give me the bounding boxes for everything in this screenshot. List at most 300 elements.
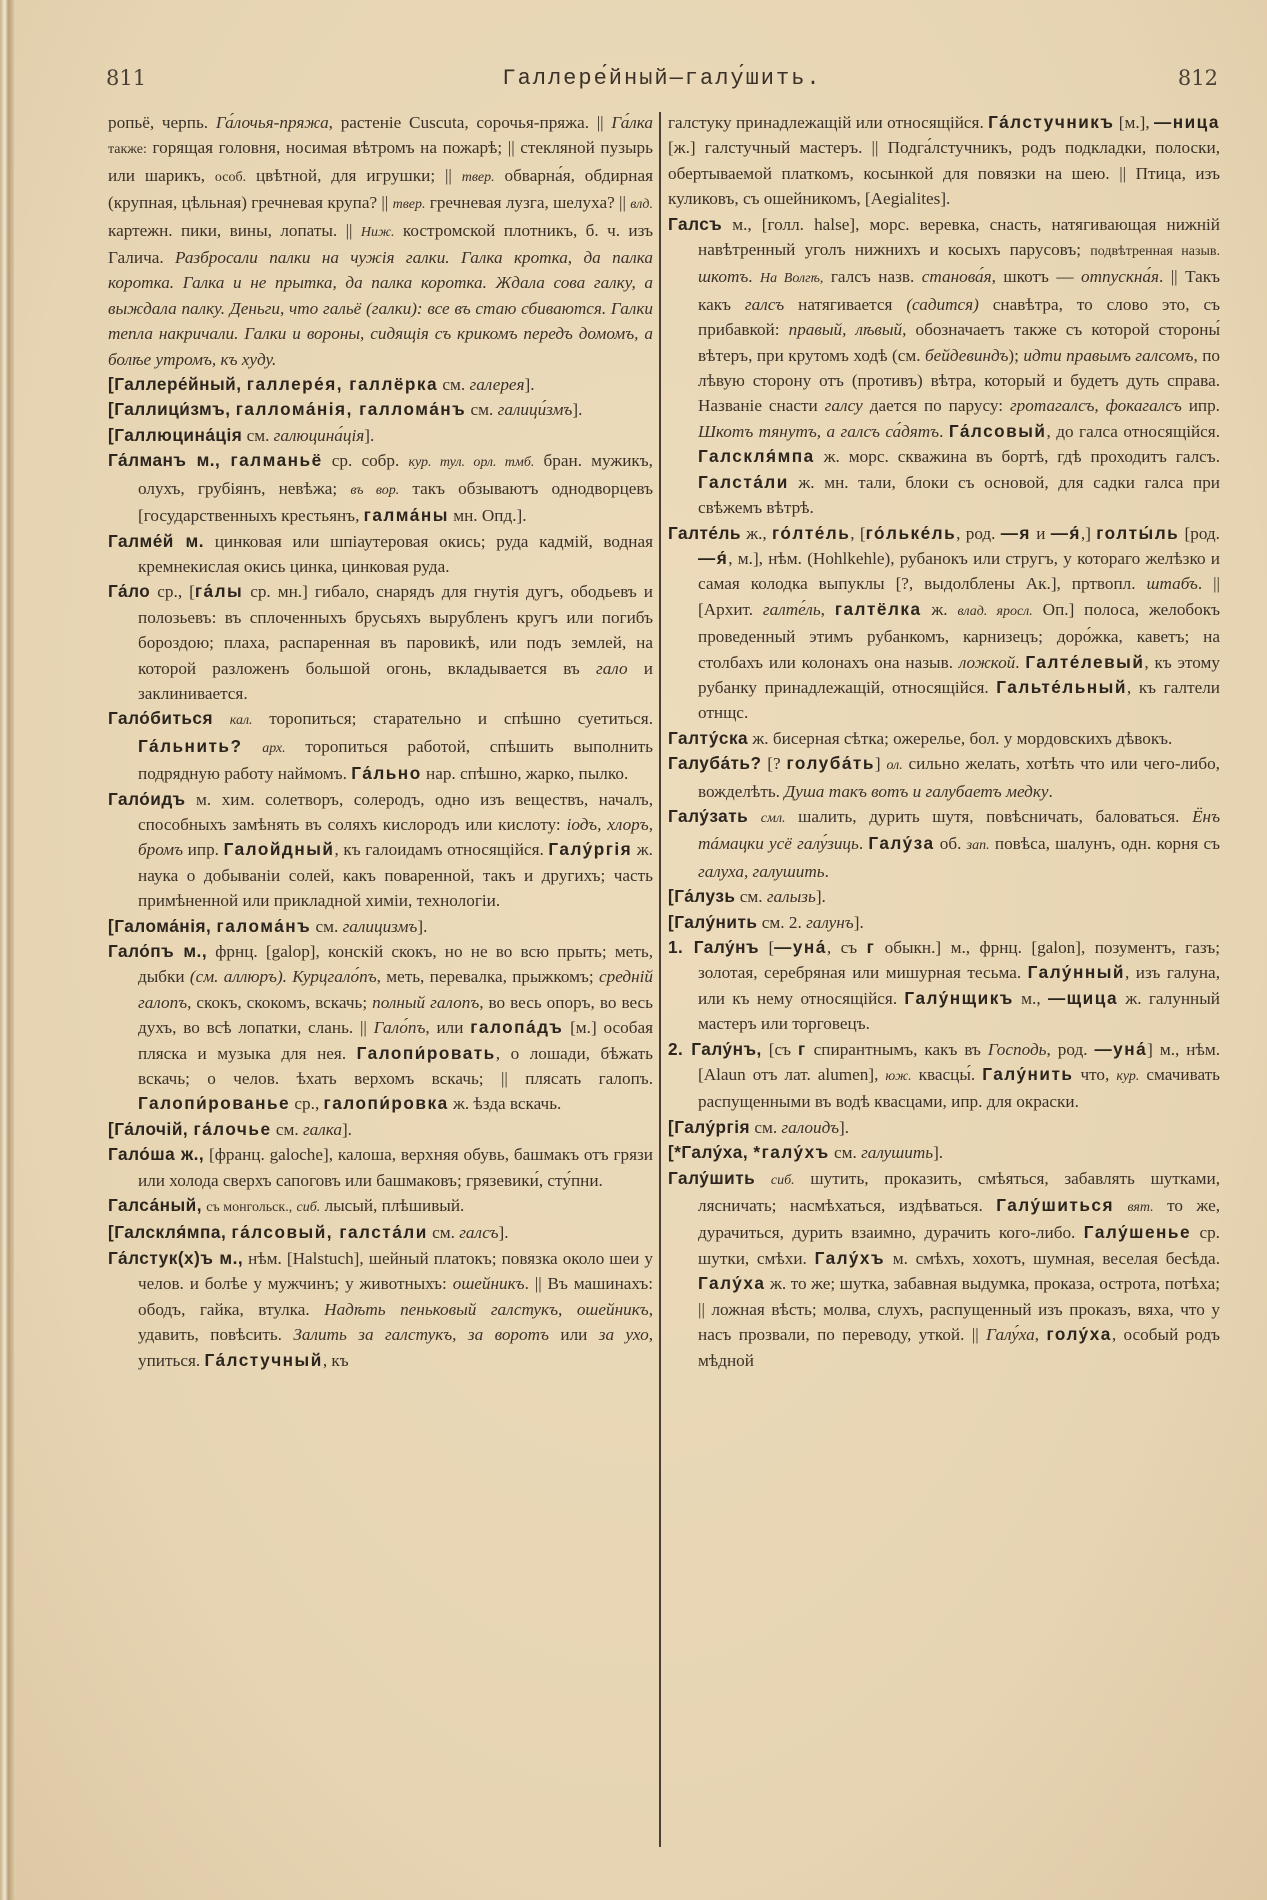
dictionary-entry	[108, 529, 653, 580]
entry-text: квасцы́.	[911, 1065, 983, 1085]
entry-text: , обозначаетъ также съ которой стороны́ вѣтеръ, при крутомъ ходѣ (см.	[698, 320, 1221, 365]
entry-text: въ вор.	[350, 482, 400, 498]
entry-text: галсъ	[744, 294, 785, 314]
entry-text: ж. наука о добываніи солей, какъ поваренной, такъ и другихъ; часть примѣненной или прикладной химіи, технологіи.	[138, 840, 653, 911]
entry-text: фрнц. [galop], конскій скокъ, но не во всю прыть; меть, дыбки	[138, 942, 654, 987]
entry-text: іодъ, хлоръ, бромъ	[138, 814, 653, 860]
headword: Гальте́льный	[996, 676, 1127, 697]
dictionary-entry	[108, 1142, 653, 1193]
entry-text: , съ	[826, 938, 867, 957]
headword: Га́ло	[108, 581, 151, 602]
entry-text: за ухо	[598, 1325, 649, 1345]
entry-text: вят.	[1127, 1200, 1154, 1216]
headword: *галу́хъ	[753, 1142, 830, 1163]
headword: —я́	[1050, 522, 1081, 543]
headword: Гало́пъ м.,	[108, 941, 208, 961]
entry-text: станова́я	[921, 267, 992, 287]
headword: [Галома́нія,	[108, 915, 217, 936]
entry-text: , меть, перевалка, прыжкомъ;	[376, 967, 599, 987]
entry-text: ]	[874, 754, 887, 774]
headword: 1. Галу́нъ	[668, 937, 759, 957]
headword: Гало́ша ж.,	[108, 1144, 205, 1165]
entry-text: также:	[108, 142, 147, 158]
entry-text: см.	[735, 887, 767, 907]
headword: [*Галу́ха,	[668, 1142, 754, 1163]
dictionary-entry	[668, 1037, 1220, 1115]
entry-text: ].	[853, 912, 864, 932]
dictionary-entry	[108, 448, 653, 528]
entry-text: [ж.] галстучный мастеръ. || Подга́лстучникъ, родъ подкладки, полоски, обертываемой платкомъ, косынкой для повязки на шею. || Птица, изъ куликовъ, съ ошейникомъ, [Aegialites].	[668, 138, 1220, 209]
entry-text: , м.], нѣм. (Hohlkehle), рубанокъ или стругъ, у котораго желѣзко и самая колодка выпуклы [?, выдолблены Ак.], пртвопл.	[698, 548, 1220, 594]
entry-text: галерея	[469, 375, 525, 395]
entry-text: (садится)	[906, 294, 979, 314]
headword: Га́лстучный	[204, 1349, 323, 1370]
entry-text: Ёнъ тáмацки усё галу́зиць	[698, 806, 1221, 854]
entry-text: торопиться; старательно и спѣшно суетиться.	[252, 709, 653, 729]
headword: голуба́ть	[786, 753, 875, 774]
headword: [Галу́ргія	[668, 1116, 751, 1137]
entry-text: м. хим. солетворъ, солеродъ, одно изъ веществъ, началъ, способныхъ замѣнять въ соляхъ кислородъ или кислоту:	[138, 789, 653, 834]
entry-text: ] м., нѣм. [Alaun отъ лат. alumen],	[698, 1039, 1221, 1085]
entry-text: костромской плотникъ, б. ч. изъ Галича.	[108, 220, 653, 268]
entry-text: Залить за галстукъ, за воротъ	[293, 1325, 549, 1345]
entry-text: полный галопъ	[372, 992, 480, 1012]
entry-text: Галу́ха	[986, 1325, 1035, 1345]
entry-text: спирантнымъ, какъ въ	[806, 1039, 988, 1059]
headword: Галса́ный,	[108, 1195, 202, 1216]
entry-text: . || [Архит.	[698, 574, 1220, 619]
headword: голты́ль	[1096, 522, 1180, 543]
entry-text: смл.	[760, 810, 786, 826]
headword: Галу́шиться	[996, 1195, 1115, 1216]
entry-text: лысый, плѣшивый.	[320, 1196, 465, 1216]
entry-text: см.	[750, 1117, 782, 1137]
entry-text: [м.] особая пляска и музыка для нея.	[138, 1018, 653, 1063]
entry-text: картежн. пики, вины, лопаты. ||	[108, 220, 361, 240]
entry-text: ср.,	[290, 1094, 324, 1114]
entry-text: ложкой	[958, 652, 1016, 672]
headword: Га́льно	[351, 763, 422, 784]
headword: [Галлере́йный,	[108, 374, 247, 395]
entry-text: , скокъ, скокомъ, вскачь;	[187, 992, 373, 1012]
entry-text: галсъ назв.	[823, 267, 922, 287]
headword: га́лочье	[193, 1118, 272, 1139]
dictionary-entry	[668, 935, 1220, 1037]
entry-text: м., [голл. halse], морс. веревка, снасть, натягивающая нижній навѣтренный уголъ нижнихъ и косыхъ парусовъ;	[698, 214, 1220, 260]
book-spine-edge	[0, 0, 14, 1900]
entry-text: см.	[271, 1119, 303, 1139]
headword: го́льке́ль	[865, 522, 957, 543]
headword: —уна́	[774, 937, 827, 957]
entry-text: то же, дурачиться, дурить взаимно, дурачить кого-либо.	[698, 1196, 1221, 1243]
headword: Галуба́ть?	[668, 753, 762, 774]
entry-text	[1114, 1196, 1127, 1215]
entry-text: ].	[572, 400, 583, 420]
entry-text	[755, 1169, 771, 1188]
entry-text: ].	[341, 1119, 352, 1139]
entry-text: съ монгольск.,	[206, 1200, 293, 1216]
dictionary-entry	[108, 787, 653, 914]
entry-text: шалить, дурить шутя, повѣсничать, баловаться.	[785, 806, 1193, 826]
dictionary-entry	[108, 706, 653, 786]
entry-text: арх.	[262, 740, 286, 756]
headword: Галу́шить	[668, 1167, 756, 1188]
entry-text: , къ	[322, 1350, 349, 1370]
entry-text: бейдевиндъ	[925, 345, 1009, 365]
headword: г	[798, 1038, 807, 1059]
headword: [Галскля́мпа,	[108, 1222, 232, 1243]
entry-text: галушить	[861, 1143, 934, 1163]
entry-text	[213, 709, 230, 728]
entry-text: натягивается	[784, 294, 907, 314]
dictionary-entry	[108, 423, 653, 448]
entry-text: Оп.] полоса, желобокъ проведенный этимъ рубанкомъ, карнизецъ; доро́жка, каветъ; на столбахъ или колонахъ она назыв.	[698, 599, 1220, 672]
dictionary-entry	[668, 804, 1220, 884]
entry-text: галоидъ	[781, 1117, 840, 1137]
entry-text: м. смѣхъ, хохотъ, шумная, веселая бесѣда.	[885, 1248, 1220, 1268]
entry-text: галте́ль	[762, 599, 821, 619]
headword: галопи́ровка	[323, 1093, 449, 1114]
entry-text: .	[1015, 652, 1026, 672]
headword: Галсъ	[668, 213, 723, 234]
headword: 2. Галу́нъ,	[668, 1038, 762, 1059]
dictionary-entry	[108, 1193, 653, 1220]
entry-text: ].	[933, 1143, 944, 1163]
entry-text	[243, 737, 263, 756]
headword: Га́льнить?	[138, 735, 243, 756]
entry-text: .	[748, 267, 761, 287]
headword: галтёлка	[834, 598, 922, 619]
headword: га́лсовый, галста́ли	[231, 1222, 428, 1243]
entry-text: .	[824, 861, 829, 881]
entry-text: шкотъ	[698, 267, 749, 287]
headword: Галте́левый	[1025, 651, 1145, 672]
entry-text: . || Такъ какъ	[698, 267, 1221, 314]
entry-text: , растеніе Cuscuta, сорочья-пряжа. ||	[328, 113, 612, 132]
headword: Гало́биться	[108, 708, 214, 729]
entry-text: такъ обзываютъ однодворцевъ [государственныхъ крестьянъ,	[138, 478, 653, 526]
entry-text: Разбросали палки на чужія галки. Галка кротка, да палка коротка. Галка и не прытка, да палка коротка. Ждала сова галку, а выждала палку. Деньги, что гальё (галки): все въ стаю сбиваются. Галки тепла накричали. Галки и вороны, сидящія съ крикомъ передъ домомъ, а болѣе утромъ, къ худу.	[108, 248, 653, 369]
entry-text: штабъ	[1146, 574, 1198, 594]
entry-text: галсу	[824, 396, 863, 416]
entry-text: кур.	[1116, 1069, 1140, 1085]
entry-text: ср. шутки, смѣхи.	[698, 1223, 1220, 1268]
dictionary-entry	[108, 1117, 653, 1142]
entry-text: ,	[1034, 1325, 1047, 1345]
entry-text: цвѣтной, для игрушки; ||	[246, 165, 462, 185]
entry-text: и	[1030, 523, 1051, 543]
entry-text: подвѣтренная назыв.	[1090, 244, 1220, 260]
entry-text: галка	[302, 1119, 342, 1139]
entry-text: галици́змъ	[497, 400, 573, 420]
headword: [Галлици́змъ,	[108, 399, 236, 420]
headword: галлома́нія, галлома́нъ	[235, 399, 467, 420]
continued-entry	[108, 110, 653, 372]
headword: Галу́нный	[1027, 962, 1125, 983]
headword: [Га́лузь	[668, 886, 736, 907]
entry-text: На Волгѣ,	[760, 271, 824, 287]
entry-text: ж. морс. скважина въ бортѣ, гдѣ проходитъ галсъ.	[814, 447, 1220, 467]
entry-text: , по лѣвую сторону отъ (противъ) вѣтра, который и будетъ дуть справа. Названіе снасти	[698, 345, 1221, 416]
dictionary-entry	[108, 1220, 653, 1245]
page-header	[106, 66, 1218, 96]
entry-text: ипр.	[1181, 396, 1220, 416]
entry-text: смачивать распущенными въ водѣ квасцами, ипр. для окраски.	[698, 1065, 1220, 1112]
entry-text: галсъ	[459, 1223, 499, 1243]
entry-text: нар. спѣшно, жарко, пылко.	[421, 764, 629, 784]
headword: Галу́ха	[698, 1273, 766, 1294]
entry-text: влд.	[630, 197, 653, 213]
entry-text: ошейникъ	[452, 1274, 525, 1294]
entry-text: или	[548, 1325, 599, 1345]
headword: Галту́ска	[668, 727, 749, 748]
headword: Галте́ль	[668, 522, 741, 543]
left-column	[108, 110, 653, 1373]
entry-text: Гало́пъ	[373, 1018, 426, 1038]
entry-text: .	[1048, 781, 1053, 801]
entry-text: дается по парусу:	[862, 396, 1010, 416]
entry-text: , во весь опоръ, во весь духъ, во всѣ лопатки, слань. ||	[138, 992, 653, 1038]
dictionary-entry	[108, 939, 653, 1117]
headword: —я	[1000, 522, 1031, 543]
entry-text: твер.	[461, 169, 495, 185]
dictionary-entry	[668, 726, 1220, 751]
headword: Галойдный	[223, 839, 335, 860]
entry-text: , [	[850, 523, 866, 543]
entry-text: шутить, проказить, смѣяться, забавлять шутками, лясничать; насмѣхаться, издѣваться.	[698, 1168, 1221, 1216]
entry-text: кур. тул. орл. тмб.	[408, 455, 535, 471]
entry-text: [?	[761, 754, 787, 774]
entry-text: Ниж.	[360, 224, 395, 240]
entry-text: см.	[466, 400, 498, 420]
right-column	[668, 110, 1220, 1373]
entry-text: , къ этому рубанку принадлежащій, относящійся.	[698, 652, 1221, 697]
entry-text: , упиться.	[138, 1325, 653, 1370]
entry-text: отпускна́я	[1080, 267, 1159, 287]
entry-text: , о лошади, бѣжать вскачь; о челов. ѣхать верхомъ вскачь; || плясать галопъ.	[138, 1043, 653, 1089]
entry-text: ].	[364, 425, 375, 445]
entry-text: ропьё, черпь.	[108, 113, 216, 132]
entry-text: Га́лка	[611, 113, 654, 132]
dictionary-entry	[108, 397, 653, 422]
entry-text: твер.	[392, 197, 426, 213]
headword: Галу́нить	[982, 1064, 1074, 1085]
dictionary-entry	[668, 884, 1220, 909]
entry-text: галызь	[766, 887, 816, 907]
headword: —я́	[698, 547, 729, 568]
headword: —ница	[1154, 112, 1220, 132]
dictionary-entry	[108, 372, 653, 397]
entry-text: ол.	[886, 758, 903, 774]
entry-text: ж. галунный мастеръ или торговецъ.	[698, 988, 1220, 1034]
entry-text: галицизмъ	[342, 916, 418, 936]
dictionary-entry	[668, 751, 1220, 804]
entry-text: юж.	[885, 1069, 912, 1085]
dictionary-entry	[668, 1166, 1220, 1373]
entry-text: [	[759, 938, 775, 957]
headword: Га́лсовый	[948, 420, 1047, 441]
headword: Галопи́рованье	[138, 1093, 291, 1114]
entry-text: ср. собр.	[322, 451, 409, 471]
headword: —уна́	[1094, 1038, 1148, 1059]
dictionary-entry	[108, 914, 653, 939]
entry-text: ].	[498, 1223, 509, 1243]
entry-text: см.	[311, 916, 343, 936]
headword: Га́лманъ м.,	[108, 450, 231, 471]
entry-text: [съ	[761, 1039, 799, 1059]
entry-text: ].	[839, 1117, 850, 1137]
headword: галома́нъ	[216, 915, 312, 936]
entry-text: ипр.	[183, 840, 224, 860]
entry-text: влад. яросл.	[957, 603, 1033, 619]
entry-text: сиб.	[296, 1200, 321, 1216]
entry-text	[748, 807, 761, 826]
entry-text: (см. аллюръ). Курцгало́пъ	[189, 967, 377, 987]
entry-text: Га́лочья-пряжа	[215, 113, 329, 132]
dictionary-entry	[108, 1246, 653, 1373]
entry-text: нѣм. [Halstuch], шейный платокъ; повязка около шеи у челов. и болѣе у мужчинъ; у животныхъ:	[138, 1248, 653, 1294]
left-page-number: 811	[106, 66, 147, 90]
entry-text: , къ галтели отнщс.	[698, 677, 1220, 723]
entry-text: гало	[596, 658, 628, 678]
entry-text: Шкотъ тянутъ, а галсъ са́дятъ	[698, 421, 940, 441]
entry-text: ].	[815, 887, 826, 907]
entry-text: галуха, галушить	[698, 861, 825, 881]
entry-text: ].	[417, 916, 428, 936]
entry-text: ж. то же; шутка, забавная выдумка, проказа, острота, потѣха; || ложная вѣсть; молва, слухъ, распущенный изъ проказъ, вяха, что у насъ прозвали, по переводу, уткой. ||	[698, 1274, 1220, 1345]
entry-text: м.,	[1013, 988, 1048, 1008]
headword: Галме́й м.	[108, 530, 204, 551]
entry-text: ср. мн.] гибало, снарядъ для гнутія дугъ, ободьевъ и полозьевъ: въ сплоченныхъ брусьяхъ вырубленъ кругъ или погибъ бороздою; плаха, распаренная въ паровикѣ, или подъ землей, на которой разложенъ большой огонь, вкладывается въ	[138, 582, 653, 678]
entry-text: ,]	[1080, 523, 1097, 543]
entry-text: , шкотъ —	[991, 267, 1081, 287]
entry-text: повѣса, шалунъ, одн. корня съ	[989, 834, 1220, 854]
headword: Галопи́ровать	[356, 1042, 496, 1063]
right-page-number: 812	[1177, 66, 1218, 90]
entry-text: что,	[1073, 1065, 1117, 1085]
entry-text: особ.	[214, 169, 247, 185]
entry-text: снавѣтра, то слово это, съ прибавкой:	[698, 294, 1220, 340]
entry-text: правый, лѣвый	[788, 320, 903, 340]
entry-text: ж.,	[740, 523, 772, 543]
dictionary-entry	[668, 1140, 1220, 1165]
entry-text: [франц. galoche], калоша, верхняя обувь, башмакъ отъ грязи или холода сверхъ сапоговъ или башмаковъ; грязевики́, сту́пни.	[138, 1145, 654, 1190]
headword: галопа́дъ	[470, 1017, 564, 1038]
entry-text: ср., [	[150, 582, 195, 602]
headword: —щица	[1047, 987, 1119, 1008]
headword: Галста́ли	[698, 471, 789, 492]
headword: Галу́зать	[668, 805, 749, 826]
entry-text: см. 2.	[757, 912, 807, 932]
entry-text: , до галса относящійся.	[1046, 421, 1220, 441]
headword: га́лы	[194, 581, 244, 602]
entry-text: галунъ	[806, 912, 854, 932]
dictionary-entry	[108, 579, 653, 706]
headword: Галу́за	[868, 833, 935, 854]
headword: Галу́ргія	[548, 839, 633, 860]
entry-text: и заклинивается.	[138, 658, 653, 703]
entry-text: сиб.	[770, 1172, 795, 1188]
entry-text: ж. бисерная сѣтка; ожерелье, бол. у мордовскихъ дѣвокъ.	[748, 728, 1173, 748]
entry-text: галстуку принадлежащій или относящійся.	[668, 113, 989, 132]
headword: [Галу́нить	[668, 911, 758, 932]
entry-text: обварна́я, обдирная (крупная, цѣльная) гречневая крупа? ||	[108, 165, 653, 213]
headword: Га́лстук(х)ъ м.,	[108, 1247, 244, 1268]
dictionary-entry	[668, 1115, 1220, 1140]
entry-text: , особый родъ мѣдной	[698, 1325, 1221, 1370]
entry-text: [м.],	[1114, 113, 1155, 132]
headword: [Га́лочій,	[108, 1118, 194, 1139]
entry-text: );	[1008, 345, 1024, 365]
headword: [Галлюцина́ція	[108, 424, 243, 445]
entry-text: торопиться работой, спѣшить выполнить подрядную работу наймомъ.	[138, 736, 653, 784]
entry-text: .	[939, 421, 949, 441]
entry-text: , изъ галуна, или къ нему относящійся.	[698, 963, 1220, 1008]
entry-text: бран. мужикъ, олухъ, грубіянъ, невѣжа;	[138, 451, 653, 498]
headword: Галу́хъ	[814, 1247, 885, 1268]
entry-text: средній галопъ	[138, 967, 653, 1012]
entry-text: сильно желать, хотѣть что или чего-либо, вожделѣть.	[698, 754, 1220, 801]
entry-text: зап.	[966, 838, 990, 854]
headword: Галскля́мпа	[698, 446, 815, 467]
headword: голу́ха	[1046, 1324, 1112, 1345]
entry-text: ж.	[921, 599, 958, 619]
dictionary-entry	[668, 521, 1220, 726]
entry-text: . || Въ машинахъ: ободъ, гайка, втулка.	[138, 1274, 653, 1319]
entry-text: , род.	[956, 523, 1001, 543]
entry-text: об.	[934, 834, 967, 854]
entry-text: гречневая лузга, шелуха? ||	[425, 193, 631, 213]
continued-entry	[668, 110, 1220, 212]
entry-text: , удавить, повѣсить.	[138, 1299, 653, 1345]
entry-text: , или	[425, 1018, 471, 1038]
headword: г	[866, 937, 876, 957]
entry-text: см.	[829, 1143, 862, 1163]
entry-text: Душа такъ вотъ и галубаетъ медку	[784, 781, 1049, 801]
entry-text: , род.	[1046, 1039, 1095, 1059]
headword: Гало́идъ	[108, 788, 186, 809]
headword: Галу́нщикъ	[904, 987, 1014, 1008]
headword: Га́лстучникъ	[988, 112, 1115, 132]
entry-text: .	[858, 834, 869, 854]
headword: галма́ны	[363, 505, 449, 526]
entry-text: галюцина́ція	[273, 425, 365, 445]
entry-text: Надѣть пеньковый галстукъ, ошейникъ	[324, 1299, 649, 1319]
dictionary-entry	[668, 212, 1220, 521]
entry-text: ж. мн. тали, блоки съ основой, для садки галса при свѣжемъ вѣтрѣ.	[698, 472, 1220, 518]
entry-text: [род.	[1179, 523, 1220, 543]
entry-text: мн. Опд.].	[448, 506, 527, 526]
entry-text: ж. ѣзда вскачь.	[448, 1094, 562, 1114]
headword: галманьё	[230, 450, 323, 471]
headword: Галу́шенье	[1083, 1222, 1192, 1243]
entry-text: цинковая или шпіаутеровая окись; руда кадмій, водная кремнекислая окись цинка, цинковая руда.	[138, 531, 653, 576]
entry-text: см.	[438, 375, 470, 395]
entry-text: см.	[427, 1223, 460, 1243]
entry-text: см.	[242, 425, 274, 445]
entry-text: кал.	[229, 713, 253, 729]
column-divider	[659, 112, 661, 1847]
entry-text: ,	[820, 599, 835, 619]
entry-text: гротагалсъ, фокагалсъ	[1009, 396, 1182, 416]
headword: го́лте́ль	[771, 522, 851, 543]
dictionary-entry	[668, 910, 1220, 935]
running-title: Галлере́йный—галу́шить.	[502, 66, 822, 91]
entry-text: ].	[524, 375, 535, 395]
entry-text: Господь	[987, 1039, 1047, 1059]
entry-text: горящая головня, носимая вѣтромъ на пожарѣ; || стекляной пузырь или шарикъ,	[108, 138, 653, 185]
headword: галлере́я, галлёрка	[246, 374, 439, 395]
